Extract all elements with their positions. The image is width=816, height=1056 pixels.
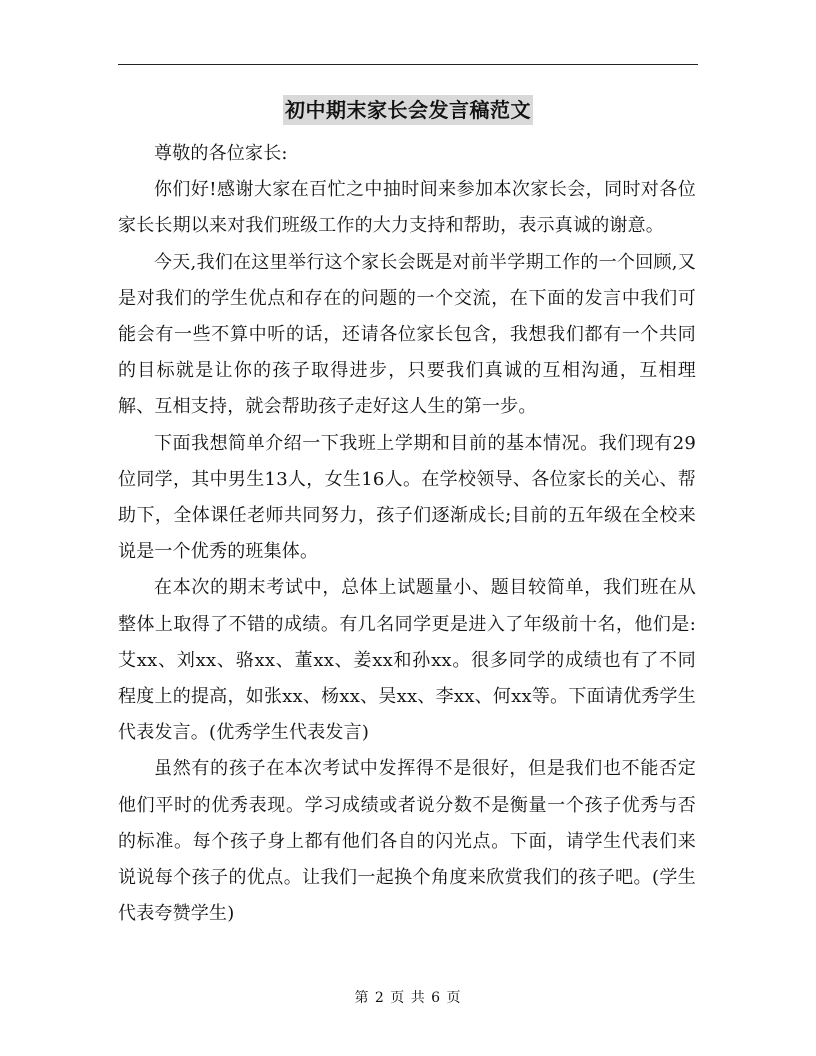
paragraph-2: 今天,我们在这里举行这个家长会既是对前半学期工作的一个回顾,又是对我们的学生优点和存在的问题的一个交流，在下面的发言中我们可能会有一些不算中听的话，还请各位家长包含，我想我们都有一个共同的目标就是让你的孩子取得进步，只要我们真诚的互相沟通，互相理解、互相支持，就会帮助孩子走好这人生的第一步。 bbox=[118, 251, 696, 418]
header-rule bbox=[118, 64, 698, 65]
paragraph-5: 虽然有的孩子在本次考试中发挥得不是很好，但是我们也不能否定他们平时的优秀表现。学习成绩或者说分数不是衡量一个孩子优秀与否的标准。每个孩子身上都有他们各自的闪光点。下面，请学生代表们来说说每个孩子的优点。让我们一起换个角度来欣赏我们的孩子吧。(学生代表夸赞学生) bbox=[118, 758, 696, 925]
salutation: 尊敬的各位家长: bbox=[154, 143, 288, 164]
paragraph-1: 你们好!感谢大家在百忙之中抽时间来参加本次家长会，同时对各位家长长期以来对我们班级工作的大力支持和帮助，表示真诚的谢意。 bbox=[118, 179, 696, 237]
document-body bbox=[118, 136, 696, 932]
paragraph-4: 在本次的期末考试中，总体上试题量小、题目较简单，我们班在从整体上取得了不错的成绩。有几名同学更是进入了年级前十名，他们是:艾xx、刘xx、骆xx、董xx、姜xx和孙xx。很多同学的成绩也有了不同程度上的提高，如张xx、杨xx、吴xx、李xx、何xx等。下面请优秀学生代表发言。(优秀学生代表发言) bbox=[118, 577, 696, 744]
title-container bbox=[0, 95, 816, 125]
paragraph-3: 下面我想简单介绍一下我班上学期和目前的基本情况。我们现有29位同学，其中男生13人，女生16人。在学校领导、各位家长的关心、帮助下，全体课任老师共同努力，孩子们逐渐成长;目前的五年级在全校来说是一个优秀的班集体。 bbox=[118, 432, 696, 563]
document-title: 初中期末家长会发言稿范文 bbox=[283, 95, 533, 125]
page-footer bbox=[0, 988, 816, 1008]
page-number: 第 2 页 共 6 页 bbox=[354, 990, 462, 1006]
